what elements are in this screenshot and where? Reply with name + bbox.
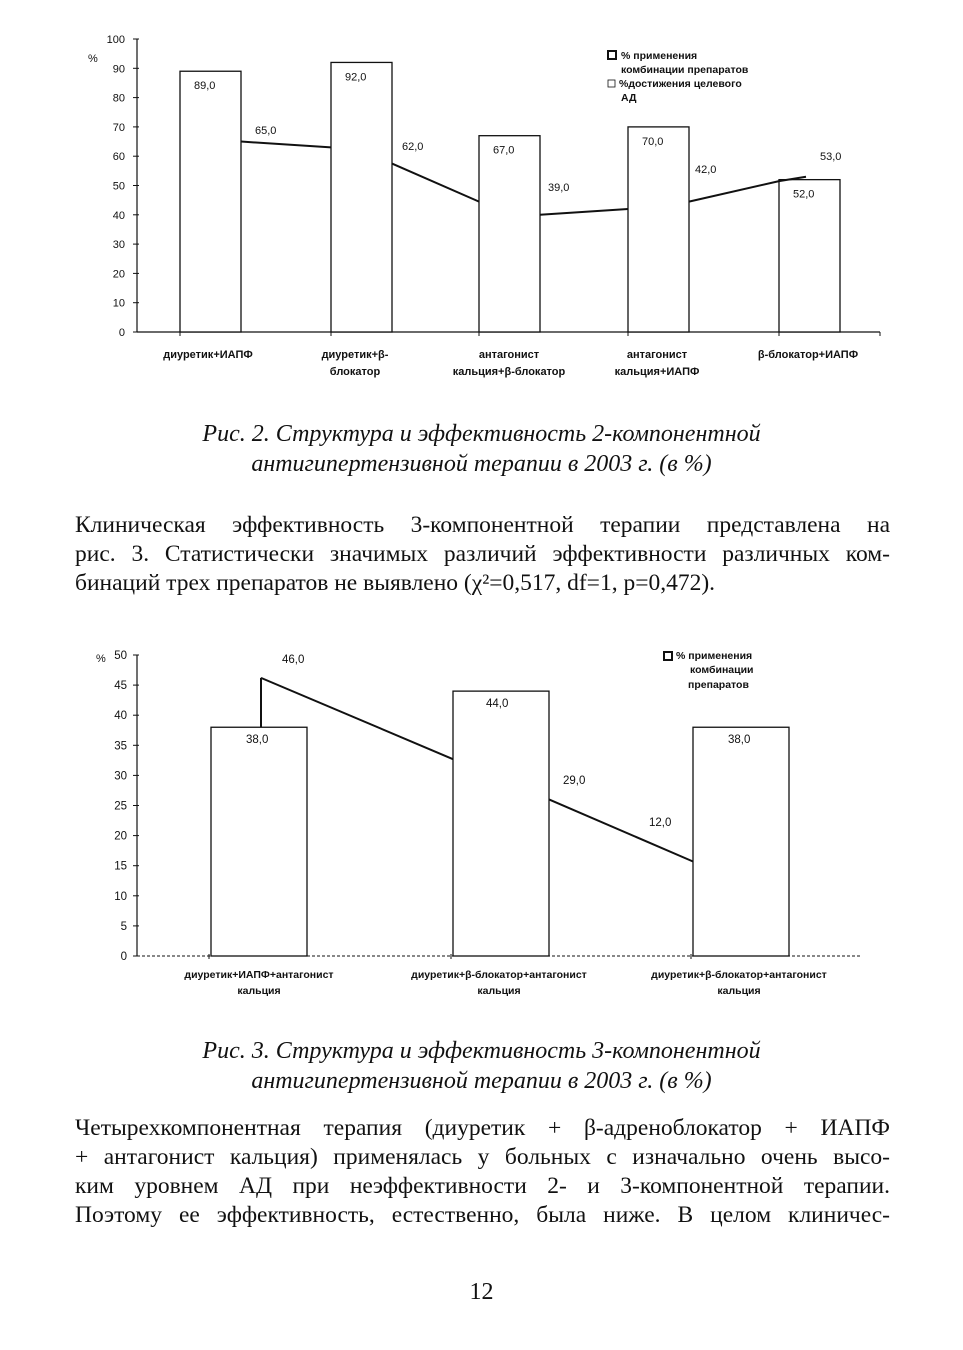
- y-tick-label: 30: [112, 239, 125, 252]
- x-category-label: диуретик+β-блокатор+антагонист: [651, 969, 827, 981]
- y-tick-label: 45: [114, 680, 127, 693]
- y-tick-label: 5: [120, 920, 127, 933]
- y-tick-label: 100: [106, 34, 125, 46]
- x-category-label: кальция+ИАПФ: [614, 366, 700, 378]
- series-line-segment: [392, 164, 479, 202]
- legend-label: препаратов: [688, 679, 749, 691]
- bar: [331, 62, 392, 332]
- legend-marker-bold: [664, 652, 672, 660]
- bar-data-label: 38,0: [728, 734, 751, 746]
- line-data-label: 42,0: [695, 164, 717, 176]
- y-tick-label: 50: [112, 180, 125, 193]
- y-axis-label: %: [96, 653, 106, 665]
- x-category-label: диуретик+β-блокатор+антагонист: [411, 969, 587, 981]
- line-data-label: 65,0: [255, 125, 277, 137]
- y-tick-label: 20: [114, 830, 127, 843]
- bar-data-label: 38,0: [246, 734, 269, 746]
- x-category-label: диуретик+ИАПФ+антагонист: [184, 969, 334, 981]
- legend-label: %достижения целевого: [619, 78, 742, 90]
- legend-label: % применения: [621, 50, 698, 62]
- y-tick-label: 30: [114, 770, 127, 783]
- y-tick-label: 40: [114, 710, 127, 723]
- line-data-label: 53,0: [820, 151, 842, 163]
- bar-data-label: 44,0: [486, 698, 509, 710]
- paragraph-2-line: + антагонист кальция) применялась у больных с изначально очень высо-: [75, 1144, 890, 1170]
- bar: [779, 180, 840, 332]
- legend-label: комбинации препаратов: [621, 64, 749, 76]
- x-category-label: кальция+β-блокатор: [452, 366, 566, 378]
- legend-label: комбинации: [690, 664, 754, 676]
- series-line-segment: [689, 181, 779, 202]
- x-category-label: кальция: [477, 985, 521, 997]
- bar-data-label: 52,0: [793, 188, 815, 201]
- line-data-label: 29,0: [563, 775, 586, 787]
- bar: [211, 727, 307, 956]
- x-category-label: кальция: [237, 985, 281, 997]
- bar-data-label: 67,0: [493, 144, 515, 157]
- x-category-label: антагонист: [626, 349, 688, 361]
- legend-label: АД: [621, 92, 637, 104]
- line-data-label: 12,0: [649, 817, 672, 829]
- line-data-label: 39,0: [548, 182, 570, 194]
- y-axis-label: %: [88, 53, 98, 65]
- legend-label: % применения: [676, 650, 753, 662]
- figure-3-caption: [0, 1036, 963, 1096]
- y-tick-label: 60: [112, 151, 125, 164]
- y-tick-label: 70: [112, 121, 125, 134]
- legend-marker-bold: [608, 51, 616, 59]
- bar-data-label: 89,0: [194, 80, 216, 93]
- paragraph-2-line: Поэтому ее эффективность, естественно, была ниже. В целом клиничес-: [75, 1202, 890, 1228]
- figure-3-caption-line: антигипертензивной терапии в 2003 г. (в %): [251, 1068, 712, 1094]
- paragraph-1-line: Клиническая эффективность 3-компонентной терапии представлена на: [75, 512, 890, 538]
- y-tick-label: 35: [114, 740, 127, 753]
- figure-3-caption-line: Рис. 3. Структура и эффективность 3-компонентной: [202, 1038, 761, 1064]
- figure-2-caption-line: Рис. 2. Структура и эффективность 2-компонентной: [202, 421, 761, 447]
- y-tick-label: 0: [118, 327, 125, 339]
- bar: [479, 136, 540, 332]
- y-tick-label: 80: [112, 92, 125, 105]
- y-tick-label: 20: [112, 268, 125, 281]
- bar: [628, 127, 689, 332]
- paragraph-1-line: бинаций трех препаратов не выявлено (χ²=0,517, df=1, p=0,472).: [75, 570, 716, 596]
- paragraph-2: [75, 1114, 890, 1230]
- series-line-segment: [549, 799, 693, 861]
- x-category-label: блокатор: [329, 366, 381, 378]
- series-line-segment: [540, 209, 628, 215]
- bar: [693, 727, 789, 956]
- bar: [453, 691, 549, 956]
- y-tick-label: 90: [112, 63, 125, 76]
- x-category-label: кальция: [717, 985, 761, 997]
- x-category-label: антагонист: [478, 349, 540, 361]
- y-tick-label: 25: [114, 800, 127, 813]
- paragraph-1: [75, 511, 890, 598]
- paragraph-1-line: рис. 3. Статистически значимых различий эффективности различных ком-: [75, 541, 890, 567]
- bar: [180, 71, 241, 332]
- y-tick-label: 0: [120, 951, 127, 963]
- y-tick-label: 15: [114, 860, 127, 873]
- line-data-label: 46,0: [282, 654, 305, 666]
- x-category-label: диуретик+ИАПФ: [163, 349, 253, 361]
- series-line-segment: [241, 142, 331, 148]
- x-category-label: β-блокатор+ИАПФ: [757, 349, 859, 361]
- figure-2-caption-line: антигипертензивной терапии в 2003 г. (в %): [251, 451, 712, 477]
- page-number: 12: [469, 1279, 494, 1305]
- figure-2-caption: [0, 419, 963, 479]
- bar-data-label: 92,0: [345, 71, 367, 84]
- paragraph-2-line: Четырехкомпонентная терапия (диуретик + β-адреноблокатор + ИАПФ: [75, 1115, 890, 1141]
- y-tick-label: 40: [112, 209, 125, 222]
- legend-marker-light: [608, 80, 615, 87]
- y-tick-label: 50: [114, 650, 127, 662]
- y-tick-label: 10: [112, 297, 125, 310]
- line-data-label: 62,0: [402, 141, 424, 153]
- x-category-label: диуретик+β-: [321, 349, 389, 361]
- y-tick-label: 10: [114, 890, 127, 903]
- bar-data-label: 70,0: [642, 135, 664, 148]
- paragraph-2-line: ким уровнем АД при неэффективности 2- и 3-компонентной терапии.: [75, 1173, 890, 1199]
